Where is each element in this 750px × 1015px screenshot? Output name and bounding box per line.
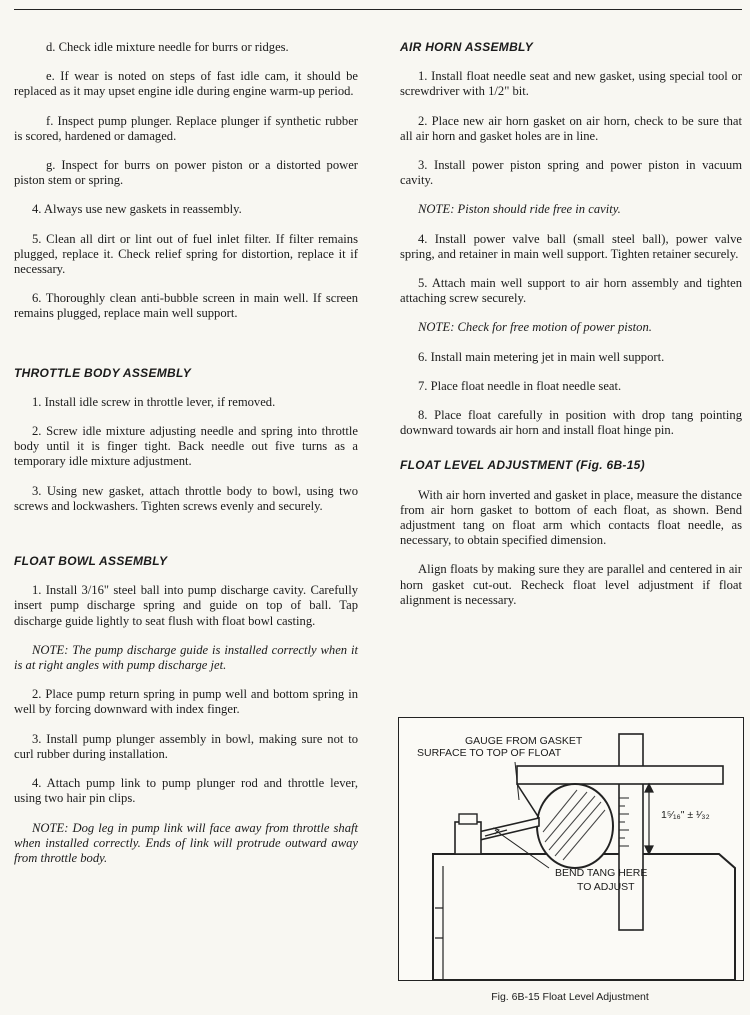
left-column	[14, 40, 358, 880]
top-rule	[14, 9, 742, 10]
gauge-post	[619, 734, 643, 930]
float-bowl-note-1: NOTE: The pump discharge guide is installed correctly when it is at right angles with pump discharge jet.	[14, 642, 358, 673]
air-horn-step-5: 5. Attach main well support to air horn assembly and tighten attaching screw securely.	[400, 276, 742, 306]
float-bowl-heading: FLOAT BOWL ASSEMBLY	[14, 554, 168, 569]
gauge-bar-strut	[517, 784, 539, 818]
float-bowl-step-3: 3. Install pump plunger assembly in bowl, making sure not to curl rubber during installation.	[14, 731, 358, 761]
step-g: g. Inspect for burrs on power piston or a distorted power piston stem or spring.	[14, 158, 358, 188]
gauge-label-line1: GAUGE FROM GASKET	[465, 735, 583, 747]
step-d: d. Check idle mixture needle for burrs or ridges.	[46, 40, 289, 54]
needle-seat	[455, 822, 481, 854]
bend-label-line2: TO ADJUST	[577, 881, 635, 893]
throttle-step-3: 3. Using new gasket, attach throttle body to bowl, using two screws and lockwashers. Tighten screws evenly and securely.	[14, 483, 358, 513]
gauge-label-line2: SURFACE TO TOP OF FLOAT	[417, 747, 562, 759]
air-horn-heading: AIR HORN ASSEMBLY	[400, 40, 534, 54]
dimension-label: 1⁵⁄₁₆" ± ¹⁄₃₂	[661, 809, 710, 821]
throttle-step-2: 2. Screw idle mixture adjusting needle and spring into throttle body until it is finger tight. Back needle out five turns as a temporary idle mixture adjustment.	[14, 424, 358, 469]
throttle-body-heading: THROTTLE BODY ASSEMBLY	[14, 365, 192, 380]
step-4: 4. Always use new gaskets in reassembly.	[32, 202, 242, 217]
throttle-step-1: 1. Install idle screw in throttle lever, if removed.	[32, 394, 276, 409]
air-horn-step-3: 3. Install power piston spring and power piston in vacuum cavity.	[400, 158, 742, 188]
body-detail-lines	[435, 866, 443, 980]
air-horn-step-6: 6. Install main metering jet in main well support.	[418, 349, 665, 364]
right-column	[400, 40, 742, 622]
step-f: f. Inspect pump plunger. Replace plunger if synthetic rubber is scored, hardened or damaged.	[14, 113, 358, 143]
float-bowl-step-4: 4. Attach pump link to pump plunger rod and throttle lever, using two hair pin clips.	[14, 776, 358, 806]
float-bowl-step-2: 2. Place pump return spring in pump well and bottom spring in well by forcing downward with index finger.	[14, 687, 358, 717]
float-bowl-step-1: 1. Install 3/16" steel ball into pump discharge cavity. Carefully insert pump discharge spring and guide on top of ball. Tap discharge guide lightly to seat flush with float bowl casting.	[14, 583, 358, 628]
bend-label-line1: BEND TANG HERE	[555, 867, 648, 879]
step-e: e. If wear is noted on steps of fast idle cam, it should be replaced as it may upset engine idle during engine warm-up period.	[14, 69, 358, 99]
float-level-diagram	[399, 718, 743, 980]
dimension-arrow	[645, 784, 653, 854]
figure-caption: Fig. 6B-15 Float Level Adjustment	[491, 991, 649, 1003]
float-level-para-2: Align floats by making sure they are parallel and centered in air horn gasket cut-out. Recheck float level adjustment if float alignment is necessary.	[400, 562, 742, 607]
air-horn-note-1: NOTE: Piston should ride free in cavity.	[418, 202, 621, 217]
air-horn-note-2: NOTE: Check for free motion of power piston.	[418, 320, 652, 335]
air-horn-step-2: 2. Place new air horn gasket on air horn, check to be sure that all air horn and gasket holes are in line.	[400, 113, 742, 143]
float-level-figure	[398, 717, 744, 981]
step-6: 6. Thoroughly clean anti-bubble screen in main well. If screen remains plugged, replace main well support.	[14, 291, 358, 321]
air-horn-step-4: 4. Install power valve ball (small steel ball), power valve spring, and retainer in main well support. Tighten retainer securely.	[400, 231, 742, 261]
float-level-para-1: With air horn inverted and gasket in place, measure the distance from air horn gasket to bottom of each float, as shown. Bend adjustment tang on float arm which contacts float needle, as necessary, to obtain specified dimension.	[400, 487, 742, 548]
air-horn-step-8: 8. Place float carefully in position with drop tang pointing downward towards air horn and install float hinge pin.	[400, 408, 742, 438]
air-horn-step-1: 1. Install float needle seat and new gasket, using special tool or screwdriver with 1/2" bit.	[400, 69, 742, 99]
step-5: 5. Clean all dirt or lint out of fuel inlet filter. If filter remains plugged, replace it. Check relief spring for distortion, replace it if necessary.	[14, 231, 358, 277]
air-horn-step-7: 7. Place float needle in float needle seat.	[418, 378, 622, 393]
float-bowl-note-2: NOTE: Dog leg in pump link will face away from throttle shaft when installed correctly. Ends of link will protrude outward away from throttle body.	[14, 820, 358, 865]
float-level-heading: FLOAT LEVEL ADJUSTMENT (Fig. 6B-15)	[400, 458, 645, 473]
needle-seat-cap	[459, 814, 477, 824]
gauge-bar	[517, 766, 723, 784]
